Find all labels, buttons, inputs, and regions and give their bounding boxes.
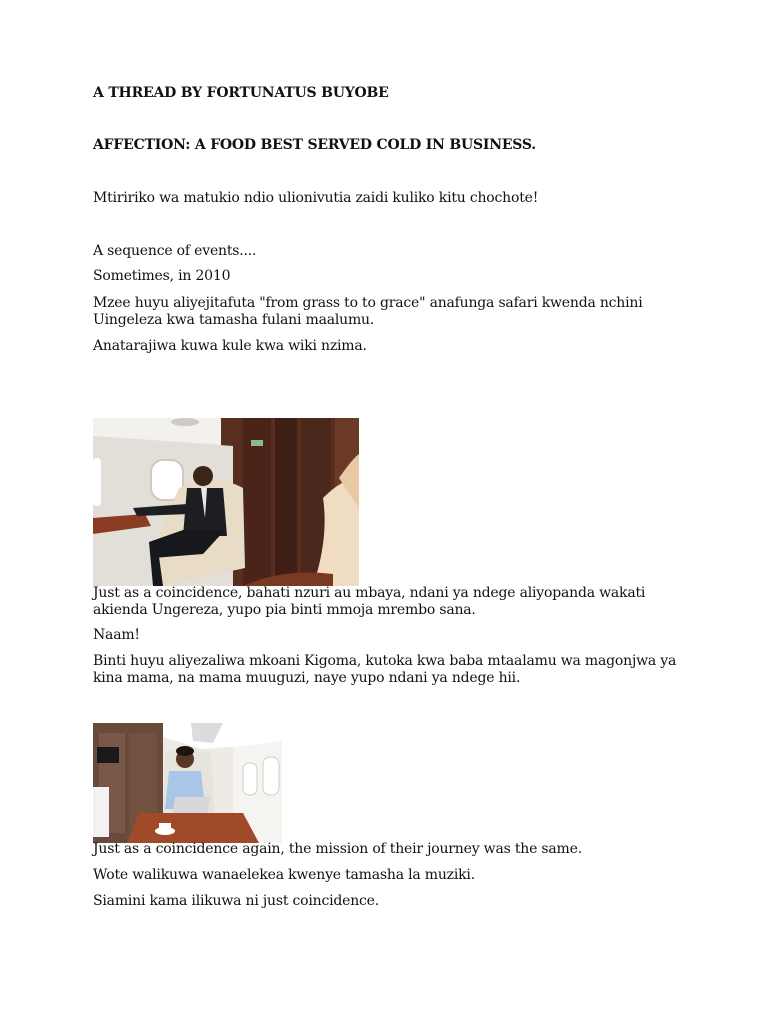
jet-cabin-man-photo [93,418,359,586]
paragraph: Binti huyu aliyezaliwa mkoani Kigoma, kutoka kwa baba mtaalamu wa magonjwa ya kina mama, na mama muuguzi, naye yupo ndani ya ndege hii. [93,653,677,686]
paragraph: Siamini kama ilikuwa ni just coincidence. [93,893,380,909]
thread-heading: A THREAD BY FORTUNATUS BUYOBE [93,85,389,101]
paragraph: Naam! [93,627,140,643]
paragraph: Just as a coincidence, bahati nzuri au mbaya, ndani ya ndege aliyopanda wakati akienda Ungereza, yupo pia binti mmoja mrembo sana. [93,585,646,618]
paragraph: A sequence of events.... [93,243,257,259]
paragraph: Wote walikuwa wanaelekea kwenye tamasha la muziki. [93,867,475,883]
paragraph: Anatarajiwa kuwa kule kwa wiki nzima. [93,338,367,354]
jet-cabin-woman-photo [93,723,282,843]
paragraph: Just as a coincidence again, the mission of their journey was the same. [93,841,582,857]
thread-title: AFFECTION: A FOOD BEST SERVED COLD IN BUSINESS. [93,137,536,153]
paragraph: Mtiririko wa matukio ndio ulionivutia zaidi kuliko kitu chochote! [93,190,539,206]
paragraph: Mzee huyu aliyejitafuta "from grass to to grace" anafunga safari kwenda nchini Uingeleza kwa tamasha fulani maalumu. [93,295,643,328]
paragraph: Sometimes, in 2010 [93,268,231,284]
